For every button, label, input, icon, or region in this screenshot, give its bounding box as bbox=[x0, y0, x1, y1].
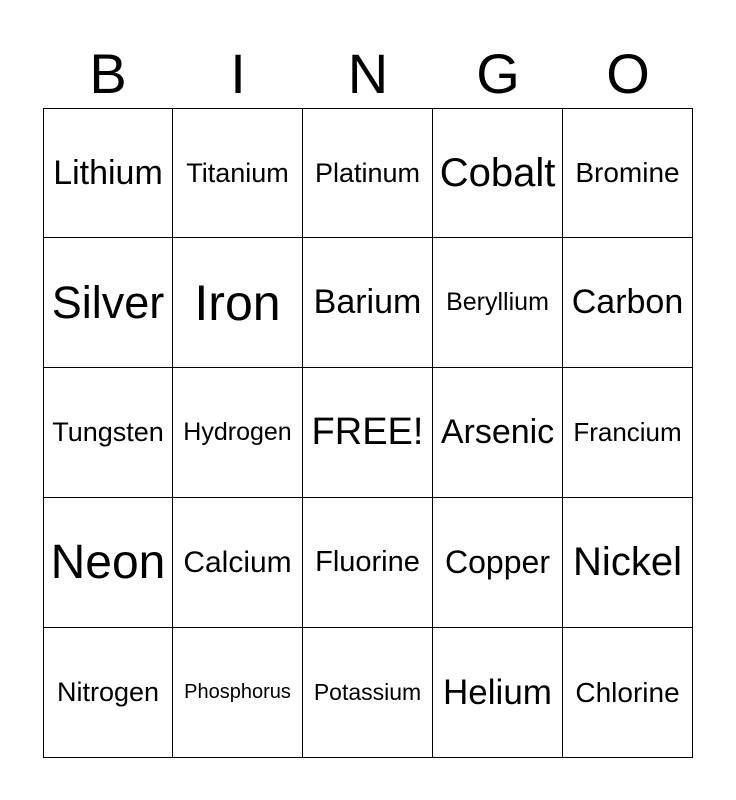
bingo-header bbox=[43, 40, 693, 108]
bingo-cell: Potassium bbox=[303, 628, 433, 758]
bingo-cell: Nickel bbox=[563, 498, 693, 628]
bingo-cell: Platinum bbox=[303, 108, 433, 238]
bingo-cell: Arsenic bbox=[433, 368, 563, 498]
header-letter-o: O bbox=[606, 42, 650, 105]
bingo-cell: Cobalt bbox=[433, 108, 563, 238]
bingo-cell: Lithium bbox=[43, 108, 173, 238]
bingo-cell: Bromine bbox=[563, 108, 693, 238]
bingo-cell: Nitrogen bbox=[43, 628, 173, 758]
bingo-cell: Silver bbox=[43, 238, 173, 368]
bingo-cell: Titanium bbox=[173, 108, 303, 238]
header-letter-i: I bbox=[230, 42, 246, 105]
bingo-cell: Copper bbox=[433, 498, 563, 628]
bingo-cell: Iron bbox=[173, 238, 303, 368]
header-letter-b: B bbox=[89, 42, 127, 105]
bingo-cell: Beryllium bbox=[433, 238, 563, 368]
bingo-cell: Carbon bbox=[563, 238, 693, 368]
bingo-cell: Hydrogen bbox=[173, 368, 303, 498]
header-letter-g: G bbox=[476, 42, 520, 105]
bingo-cell: Francium bbox=[563, 368, 693, 498]
bingo-cell: Phosphorus bbox=[173, 628, 303, 758]
bingo-cell: Helium bbox=[433, 628, 563, 758]
bingo-grid bbox=[43, 108, 693, 758]
bingo-cell: Fluorine bbox=[303, 498, 433, 628]
bingo-cell: Calcium bbox=[173, 498, 303, 628]
bingo-cell: Barium bbox=[303, 238, 433, 368]
header-letter-n: N bbox=[347, 42, 389, 105]
bingo-cell: Chlorine bbox=[563, 628, 693, 758]
bingo-cell: Neon bbox=[43, 498, 173, 628]
bingo-cell: FREE! bbox=[303, 368, 433, 498]
bingo-cell: Tungsten bbox=[43, 368, 173, 498]
